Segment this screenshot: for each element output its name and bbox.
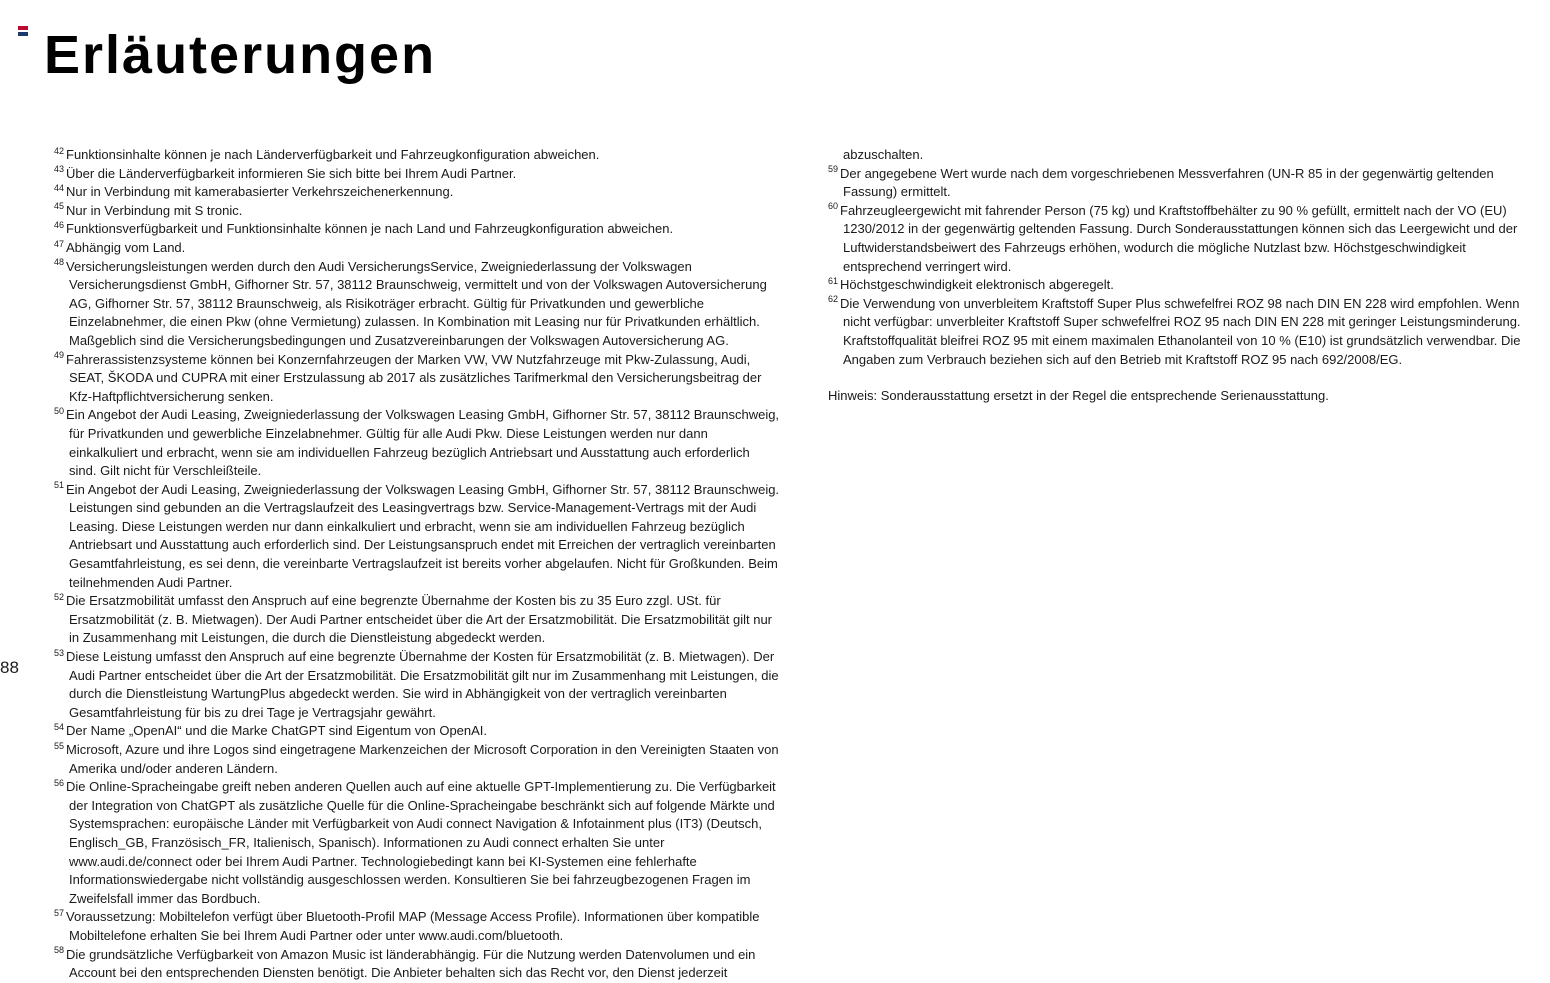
footnote-number: 42 bbox=[54, 145, 65, 156]
footnote-text: Die Ersatzmobilität umfasst den Anspruch auf eine begrenzte Übernahme der Kosten bis zu 35 Euro zzgl. USt. für Ersatzmobilität (z. B. Mietwagen). Der Audi Partner entscheidet über die Art der Ersatzmobilität. Die Ersatzmobilität gilt nur in Zusammenhang mit Leistungen, die durch die Dienstleistung abgedeckt werden. bbox=[66, 593, 773, 646]
footnote-number: 56 bbox=[54, 777, 65, 788]
footnotes-columns bbox=[54, 146, 1546, 983]
footnote-text: Funktionsinhalte können je nach Länderverfügbarkeit und Fahrzeugkonfiguration abweichen. bbox=[66, 147, 600, 162]
footnote-item bbox=[54, 648, 780, 722]
footnote-text: Die Online-Spracheingabe greift neben anderen Quellen auch auf eine aktuelle GPT-Implementierung zu. Die Verfügbarkeit der Integration von ChatGPT als zusätzliche Quelle für die Online-Spracheingabe beschränkt sich auf folgende Märkte und Systemsprachen: europäische Länder mit Verfügbarkeit von Audi connect Navigation & Infotainment plus (IT3) (Deutsch, Englisch_GB, Französisch_FR, Italienisch, Spanisch). Informationen zu Audi connect erhalten Sie unter www.audi.de/connect oder bei Ihrem Audi Partner. Technologiebedingt kann bei KI-Systemen eine fehlerhafte Informationswiedergabe nicht vollständig ausgeschlossen werden. Konsultieren Sie bei fahrzeugbezogenen Fragen im Zweifelsfall immer das Bordbuch. bbox=[66, 779, 776, 906]
footnote-item bbox=[54, 481, 780, 593]
footnote-text: Der Name „OpenAI“ und die Marke ChatGPT sind Eigentum von OpenAI. bbox=[66, 723, 488, 739]
footnote-text: Die grundsätzliche Verfügbarkeit von Amazon Music ist länderabhängig. Für die Nutzung werden Datenvolumen und ein Account bei den entsprechenden Diensten benötigt. Die Anbieter behalten sich das Recht vor, den Dienst jederzeit bbox=[66, 946, 756, 981]
footnote-number: 61 bbox=[828, 275, 839, 286]
page-marker-icon bbox=[18, 26, 28, 36]
footnote-item bbox=[54, 183, 780, 202]
footnote-text: Über die Länderverfügbarkeit informieren Sie sich bitte bei Ihrem Audi Partner. bbox=[66, 165, 517, 181]
footnote-text: Ein Angebot der Audi Leasing, Zweigniederlassung der Volkswagen Leasing GmbH, Gifhorner Str. 57, 38112 Braunschweig, für Privatkunden und gewerbliche Einzelabnehmer. Gültig für alle Audi Pkw. Diese Leistungen werden nur dann einkalkuliert und erbracht, wenn sie am individuellen Fahrzeug bezüglich Antriebsart und Ausstattung auch erforderlich sind. Gilt nicht für Verschleißteile. bbox=[66, 407, 780, 479]
footnote-number: 54 bbox=[54, 722, 65, 733]
footnote-text: Fahrzeugleergewicht mit fahrender Person (75 kg) und Kraftstoffbehälter zu 90 % gefüllt, ermittelt nach der VO (EU) 1230/2012 in der gegenwärtig geltenden Fassung. Durch Sonderausstattungen können sich das Leergewicht und der Luftwiderstandsbeiwert des Fahrzeugs erhöhen, wodurch die mögliche Nutzlast bzw. Höchstgeschwindigkeit entsprechend verringert wird. bbox=[840, 202, 1518, 274]
footnote-number: 57 bbox=[54, 908, 65, 919]
footnote-text: Ein Angebot der Audi Leasing, Zweigniederlassung der Volkswagen Leasing GmbH, Gifhorner Str. 57, 38112 Braunschweig. Leistungen sind gebunden an die Vertragslaufzeit des Leasingvertrags bzw. Service-Management-Vertrags mit der Audi Leasing. Diese Leistungen werden nur dann einkalkuliert und erbracht, wenn sie am individuellen Fahrzeug bezüglich Antriebsart und Ausstattung auch erforderlich sind. Der Leistungsanspruch endet mit Erreichen der vertraglich vereinbarten Gesamtfahrleistung, es sei denn, die vereinbarte Vertragslaufzeit ist bereits vorher abgelaufen. Nicht für Großkunden. Beim teilnehmenden Audi Partner. bbox=[66, 481, 780, 590]
footnote-item bbox=[54, 908, 780, 945]
page-number: 88 bbox=[0, 658, 19, 677]
footnote-item bbox=[54, 146, 780, 165]
footnote-number: 51 bbox=[54, 480, 65, 491]
footnote-text: abzuschalten. bbox=[843, 147, 924, 162]
footnote-number: 49 bbox=[54, 350, 65, 361]
footnote-number: 53 bbox=[54, 647, 65, 658]
footnote-number: 47 bbox=[54, 238, 65, 249]
footnote-number: 45 bbox=[54, 201, 65, 212]
footnote-text: Fahrerassistenzsysteme können bei Konzernfahrzeugen der Marken VW, VW Nutzfahrzeuge mit Pkw-Zulassung, Audi, SEAT, ŠKODA und CUPRA mit einer Erstzulassung ab 2017 als zusätzliches Tarifmerkmal den Versicherungsbeitrag der Kfz-Haftpflichtversicherung senken. bbox=[66, 351, 762, 404]
footnote-item bbox=[54, 258, 780, 351]
page-title: Erläuterungen bbox=[44, 25, 437, 86]
footnote-number: 46 bbox=[54, 220, 65, 231]
footnote-number: 60 bbox=[828, 201, 839, 212]
footnote-number: 55 bbox=[54, 740, 65, 751]
footnote-item bbox=[54, 741, 780, 778]
footnotes-list-right bbox=[828, 146, 1546, 369]
footnote-number: 48 bbox=[54, 257, 65, 268]
footnote-text: Diese Leistung umfasst den Anspruch auf eine begrenzte Übernahme der Kosten für Ersatzmobilität (z. B. Mietwagen). Der Audi Partner entscheidet über die Art der Ersatzmobilität. Die Ersatzmobilität gilt nur im Zusammenhang mit Leistungen, die durch die Dienstleistung WartungPlus abgedeckt werden. Sie wird in Abhängigkeit von der vertraglich vereinbarten Gesamtfahrleistung für bis zu drei Tage je Vertragsjahr gewährt. bbox=[66, 649, 779, 720]
marker-blue-bar bbox=[18, 32, 28, 36]
footnote-item bbox=[54, 778, 780, 908]
footnote-item bbox=[828, 146, 1546, 165]
footnote-text: Nur in Verbindung mit kamerabasierter Verkehrszeichenerkennung. bbox=[66, 184, 454, 200]
footnote-item bbox=[828, 202, 1546, 276]
footnote-item bbox=[828, 276, 1546, 295]
footnote-text: Funktionsverfügbarkeit und Funktionsinhalte können je nach Land und Fahrzeugkonfiguration abweichen. bbox=[66, 221, 674, 237]
footnote-text: Der angegebene Wert wurde nach dem vorgeschriebenen Messverfahren (UN-R 85 in der gegenwärtig geltenden Fassung) ermittelt. bbox=[840, 165, 1494, 200]
footnote-number: 50 bbox=[54, 405, 65, 416]
footnote-item bbox=[54, 220, 780, 239]
footnotes-column-right bbox=[828, 146, 1546, 983]
footnote-text: Die Verwendung von unverbleitem Kraftstoff Super Plus schwefelfrei ROZ 98 nach DIN EN 228 wird empfohlen. Wenn nicht verfügbar: unverbleiter Kraftstoff Super schwefelfrei ROZ 95 nach DIN EN 228 mit geringer Leistungsminderung. Kraftstoffqualität bleifrei ROZ 95 mit einem maximalen Ethanolanteil von 10 % (E10) ist grundsätzlich verwendbar. Die Angaben zum Verbrauch beziehen sich auf den Betrieb mit Kraftstoff ROZ 95 nach 692/2008/EG. bbox=[840, 295, 1521, 367]
footnote-number: 44 bbox=[54, 182, 65, 193]
footnote-number: 59 bbox=[828, 164, 839, 175]
footnote-item bbox=[54, 406, 780, 480]
footnote-text: Nur in Verbindung mit S tronic. bbox=[66, 202, 243, 218]
footnote-item bbox=[54, 351, 780, 407]
hinweis-note: Hinweis: Sonderausstattung ersetzt in der Regel die entsprechende Serienausstattung. bbox=[828, 388, 1329, 404]
footnote-item bbox=[54, 239, 780, 258]
footnote-text: Höchstgeschwindigkeit elektronisch abgeregelt. bbox=[840, 277, 1114, 293]
footnote-item bbox=[828, 165, 1546, 202]
footnote-item bbox=[54, 946, 780, 983]
footnote-text: Voraussetzung: Mobiltelefon verfügt über Bluetooth-Profil MAP (Message Access Profile). Informationen über kompatible Mobiltelefone erhalten Sie bei Ihrem Audi Partner oder unter www.audi.com/bluetooth. bbox=[66, 909, 760, 943]
footnote-item bbox=[54, 592, 780, 648]
footnote-text: Microsoft, Azure und ihre Logos sind eingetragene Markenzeichen der Microsoft Corporation in den Vereinigten Staaten von Amerika und/oder anderen Ländern. bbox=[66, 742, 779, 776]
footnote-item bbox=[54, 722, 780, 741]
footnote-item bbox=[54, 202, 780, 221]
footnote-text: Abhängig vom Land. bbox=[66, 239, 186, 255]
footnote-number: 62 bbox=[828, 294, 839, 305]
marker-red-bar bbox=[18, 26, 28, 30]
footnote-number: 43 bbox=[54, 164, 65, 175]
footnote-item bbox=[828, 295, 1546, 369]
footnote-item bbox=[54, 165, 780, 184]
footnote-text: Versicherungsleistungen werden durch den Audi VersicherungsService, Zweigniederlassung der Volkswagen Versicherungsdienst GmbH, Gifhorner Str. 57, 38112 Braunschweig, vermittelt und von der Volkswagen Autoversicherung AG, Gifhorner Str. 57, 38112 Braunschweig, als Risikoträger erbracht. Gültig für Privatkunden und gewerbliche Einzelabnehmer, die einen Pkw (ohne Vermietung) zulassen. In Kombination mit Leasing nur für Privatkunden erhältlich. Maßgeblich sind die Versicherungsbedingungen und Zusatzvereinbarungen der Volkswagen Autoversicherung AG. bbox=[66, 258, 767, 348]
footnote-number: 58 bbox=[54, 945, 65, 956]
footnote-number: 52 bbox=[54, 591, 65, 602]
footnotes-column-left bbox=[54, 146, 780, 983]
